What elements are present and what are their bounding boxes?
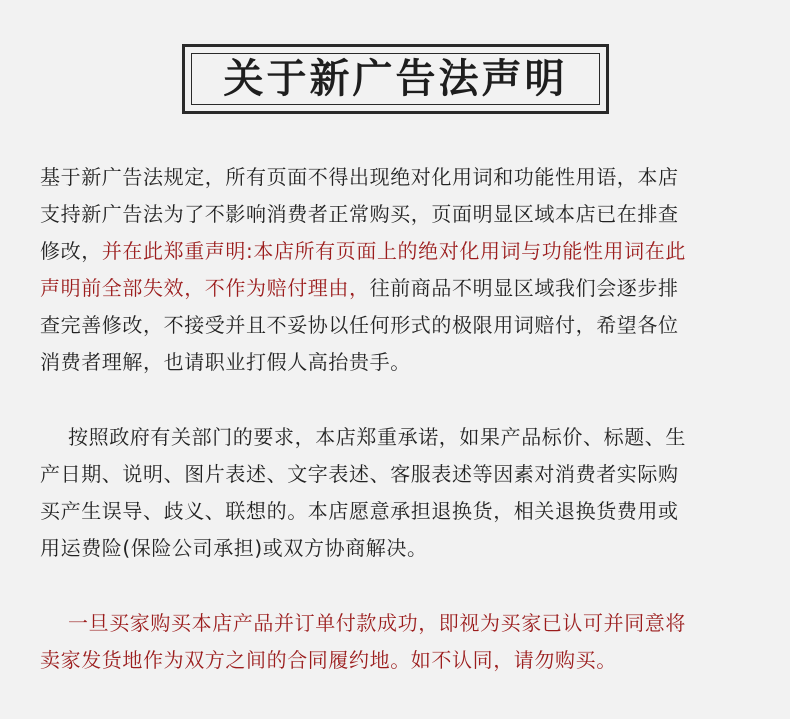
- highlighted-statement: 声明前全部失效，不作为赔付理由，: [40, 276, 370, 300]
- title-frame: [182, 44, 609, 114]
- text-segment: 往前商品不明显区域我们会逐步排: [369, 276, 679, 300]
- paragraph-line: 按照政府有关部门的要求，本店郑重承诺，如果产品标价、标题、生: [68, 425, 686, 449]
- paragraph-line: 买产生误导、歧义、联想的。本店愿意承担退换货，相关退换货费用或: [40, 499, 679, 523]
- paragraph-line: 支持新广告法为了不影响消费者正常购买，页面明显区域本店已在排查: [40, 202, 679, 226]
- paragraph-commitment: [40, 419, 752, 567]
- paragraph-line: 用运费险(保险公司承担)或双方协商解决。: [40, 536, 428, 560]
- title-inner-frame: [191, 53, 600, 105]
- paragraph-line: 产日期、说明、图片表述、文字表述、客服表述等因素对消费者实际购: [40, 462, 679, 486]
- paragraph-line: 卖家发货地作为双方之间的合同履约地。如不认同，请勿购买。: [40, 648, 617, 672]
- paragraph-line: 基于新广告法规定，所有页面不得出现绝对化用词和功能性用语，本店: [40, 165, 679, 189]
- paragraph-line: [40, 233, 752, 270]
- paragraph-line: 消费者理解，也请职业打假人高抬贵手。: [40, 350, 411, 374]
- paragraph-line: [40, 270, 752, 307]
- page-title: 关于新广告法声明: [223, 56, 568, 102]
- paragraph-line: 一旦买家购买本店产品并订单付款成功，即视为买家已认可并同意将: [68, 611, 686, 635]
- paragraph-advertising-law: [40, 159, 752, 381]
- paragraph-purchase-terms: [40, 605, 752, 679]
- highlighted-statement: 并在此郑重声明:本店所有页面上的绝对化用词与功能性用词在此: [101, 239, 686, 263]
- paragraph-line: 查完善修改，不接受并且不妥协以任何形式的极限用词赔付，希望各位: [40, 313, 679, 337]
- text-segment: 修改，: [40, 239, 102, 263]
